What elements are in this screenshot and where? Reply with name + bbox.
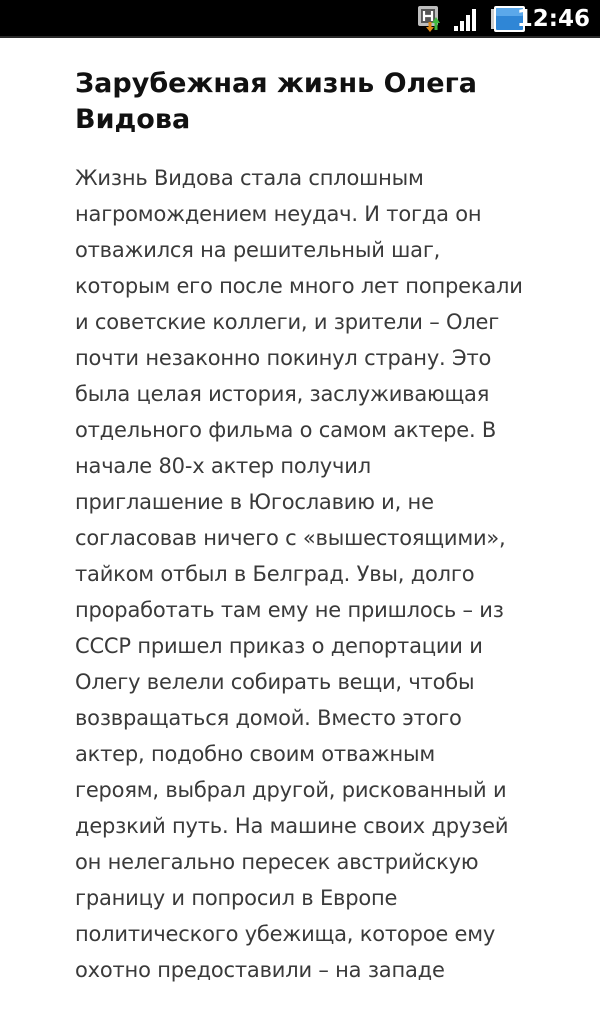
article-body: Жизнь Видова стала сплошным нагромождением неудач. И тогда он отважился на решительный шаг, которым его после много лет попрекали и советские коллеги, и зрители – Олег почти незаконно покинул страну. Это была целая история, заслуживающая отдельного фильма о самом актере. В начале 80-х актер получил приглашение в Югославию и, не согласовав ничего с «вышестоящими», тайком отбыл в Белград. Увы, долго проработать там ему не пришлось – из СССР пришел приказ о депортации и Олегу велели собирать вещи, чтобы возвращаться домой. Вместо этого актер, подобно своим отважным героям, выбрал другой, рискованный и дерзкий путь. На машине своих друзей он нелегально пересек австрийскую границу и попросил в Европе политического убежища, которое ему охотно предоставили – на западе xyxy=(75,166,523,982)
signal-icon xyxy=(452,5,480,33)
clock: 12:46 xyxy=(516,6,590,32)
article-title: Зарубежная жизнь Олега Видова xyxy=(75,68,477,135)
status-bar xyxy=(0,0,600,38)
notification-icon xyxy=(417,5,445,33)
article xyxy=(75,66,525,988)
